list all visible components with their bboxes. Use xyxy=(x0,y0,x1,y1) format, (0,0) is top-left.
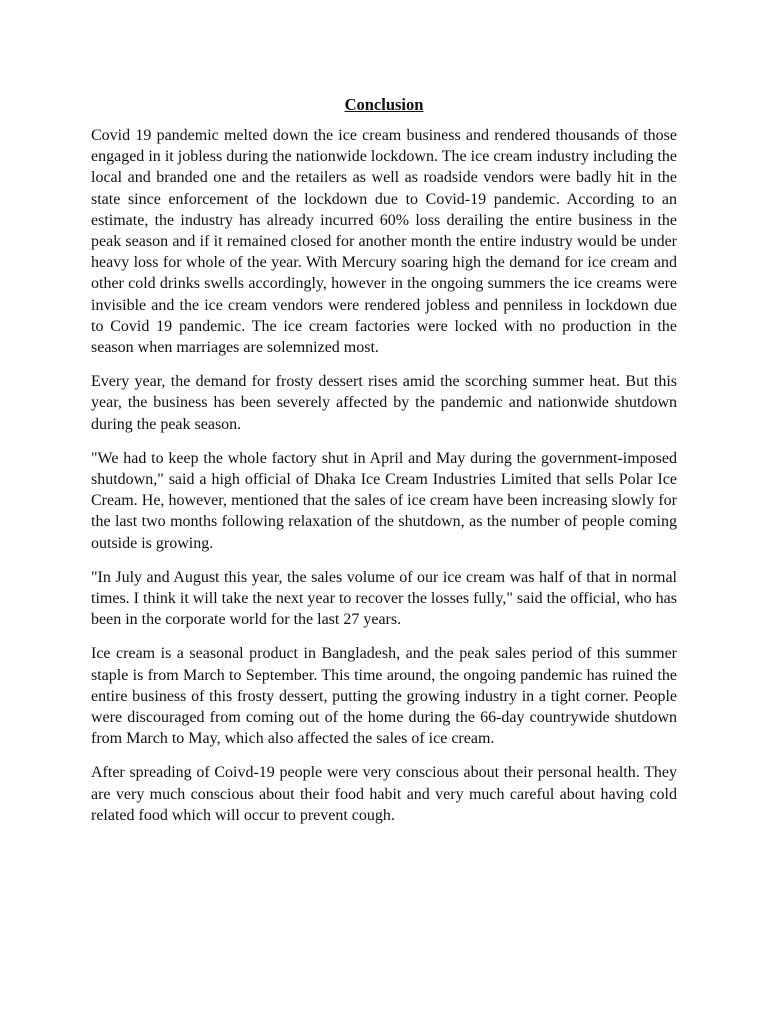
paragraph-4: "In July and August this year, the sales volume of our ice cream was half of that in normal times. I think it will take the next year to recover the losses fully," said the official, who has been in the corporate world for the last 27 years. xyxy=(91,568,677,629)
document-body xyxy=(91,93,677,839)
paragraph-3: "We had to keep the whole factory shut in April and May during the government-imposed shutdown," said a high official of Dhaka Ice Cream Industries Limited that sells Polar Ice Cream. He, however, mentioned that the sales of ice cream have been increasing slowly for the last two months following relaxation of the shutdown, as the number of people coming outside is growing. xyxy=(91,449,677,552)
paragraph-1: Covid 19 pandemic melted down the ice cream business and rendered thousands of those engaged in it jobless during the nationwide lockdown. The ice cream industry including the local and branded one and the retailers as well as roadside vendors were badly hit in the state since enforcement of the lockdown due to Covid-19 pandemic. According to an estimate, the industry has already incurred 60% loss derailing the entire business in the peak season and if it remained closed for another month the entire industry would be under heavy loss for whole of the year. With Mercury soaring high the demand for ice cream and other cold drinks swells accordingly, however in the ongoing summers the ice creams were invisible and the ice cream vendors were rendered jobless and penniless in lockdown due to Covid 19 pandemic. The ice cream factories were locked with no production in the season when marriages are solemnized most. xyxy=(91,127,677,357)
paragraph-6: After spreading of Coivd-19 people were very conscious about their personal health. They are very much conscious about their food habit and very much careful about having cold related food which will occur to prevent cough. xyxy=(91,764,677,824)
paragraph-5: Ice cream is a seasonal product in Bangladesh, and the peak sales period of this summer staple is from March to September. This time around, the ongoing pandemic has ruined the entire business of this frosty dessert, putting the growing industry in a tight corner. People were discouraged from coming out of the home during the 66-day countrywide shutdown from March to May, which also affected the sales of ice cream. xyxy=(91,645,677,748)
paragraph-2: Every year, the demand for frosty dessert rises amid the scorching summer heat. But this year, the business has been severely affected by the pandemic and nationwide shutdown during the peak season. xyxy=(91,373,677,433)
page-title: Conclusion xyxy=(344,95,424,114)
